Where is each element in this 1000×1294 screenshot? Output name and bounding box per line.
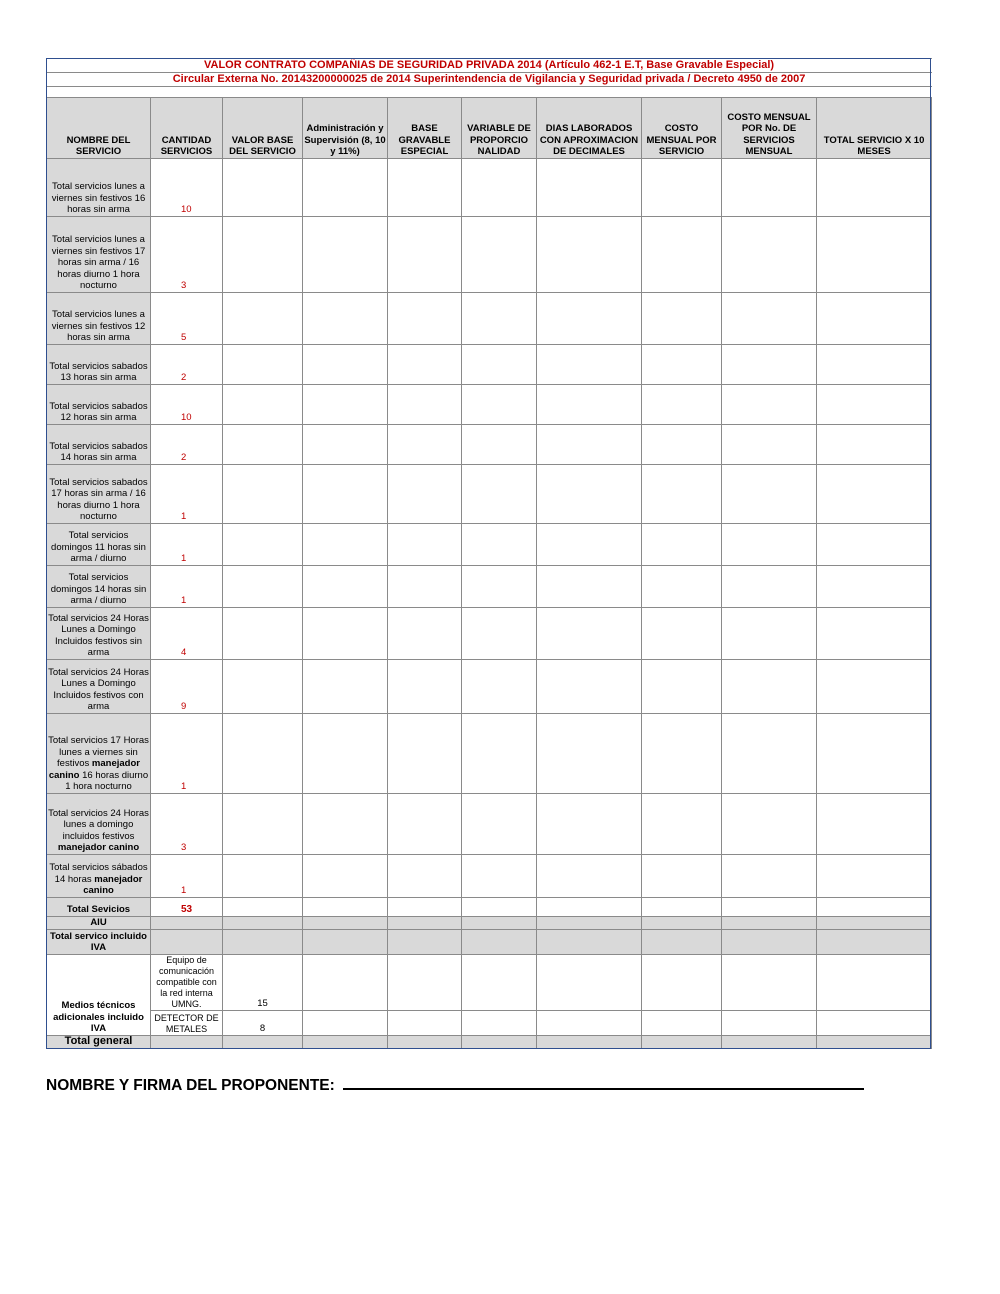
table-row: [47, 714, 932, 794]
empty-cell[interactable]: [303, 524, 388, 566]
empty-cell[interactable]: [462, 794, 537, 855]
empty-cell[interactable]: [817, 1036, 932, 1049]
total-services-qty: 53: [151, 898, 223, 917]
empty-cell[interactable]: [642, 425, 722, 465]
service-name: [47, 714, 151, 794]
header-cell: CANTIDAD SERVICIOS: [151, 98, 223, 159]
empty-cell[interactable]: [537, 855, 642, 898]
empty-cell[interactable]: [537, 1011, 642, 1036]
empty-cell[interactable]: [388, 293, 462, 345]
header-cell: BASE GRAVABLE ESPECIAL: [388, 98, 462, 159]
empty-cell[interactable]: [388, 794, 462, 855]
empty-cell[interactable]: [223, 217, 303, 293]
empty-cell[interactable]: [388, 425, 462, 465]
empty-cell[interactable]: [642, 524, 722, 566]
service-quantity: 5: [151, 293, 223, 345]
empty-cell[interactable]: [817, 159, 932, 217]
empty-cell[interactable]: [642, 660, 722, 714]
service-name: [47, 660, 151, 714]
service-name-text: Total servicios lunes a viernes sin festivos 17 horas sin arma / 16 horas diurno 1 hora nocturno: [51, 234, 146, 292]
table-row: [47, 524, 932, 566]
empty-cell[interactable]: [642, 465, 722, 524]
empty-cell[interactable]: [642, 1036, 722, 1049]
empty-cell[interactable]: [223, 1036, 303, 1049]
signature-line[interactable]: [343, 1074, 864, 1090]
empty-cell[interactable]: [817, 345, 932, 385]
table-row: [47, 566, 932, 608]
empty-cell[interactable]: [722, 660, 817, 714]
aiu-label: AIU: [47, 917, 151, 930]
empty-cell[interactable]: [722, 930, 817, 955]
table-row: [47, 855, 932, 898]
empty-cell[interactable]: [388, 524, 462, 566]
service-quantity: 1: [151, 714, 223, 794]
contract-value-table: [46, 58, 932, 1049]
empty-cell[interactable]: [303, 465, 388, 524]
empty-cell[interactable]: [722, 1036, 817, 1049]
empty-cell[interactable]: [223, 855, 303, 898]
service-name-text: Total servicios domingos 11 horas sin arma / diurno: [51, 530, 146, 565]
medios-label: Medios técnicos adicionales incluido IVA: [47, 955, 151, 1036]
empty-cell[interactable]: [537, 955, 642, 1011]
empty-cell[interactable]: [537, 524, 642, 566]
table-row: [47, 345, 932, 385]
table-row: [47, 293, 932, 345]
service-name-text: Total servicios lunes a viernes sin festivos 12 horas sin arma: [51, 309, 146, 344]
empty-cell[interactable]: [223, 524, 303, 566]
table-row: [47, 660, 932, 714]
signature-block: [46, 1074, 864, 1095]
header-cell: VALOR BASE DEL SERVICIO: [223, 98, 303, 159]
header-cell: NOMBRE DEL SERVICIO: [47, 98, 151, 159]
empty-cell[interactable]: [537, 293, 642, 345]
empty-cell[interactable]: [817, 217, 932, 293]
header-row: [47, 98, 932, 159]
empty-cell[interactable]: [388, 714, 462, 794]
empty-cell[interactable]: [817, 566, 932, 608]
empty-cell[interactable]: [642, 1011, 722, 1036]
empty-cell[interactable]: [642, 855, 722, 898]
empty-cell[interactable]: [642, 955, 722, 1011]
service-name-text: Total servicios sábados 14 horas: [49, 862, 148, 885]
iva-row: [47, 930, 932, 955]
empty-cell[interactable]: [303, 1011, 388, 1036]
empty-cell[interactable]: [537, 345, 642, 385]
empty-cell[interactable]: [817, 385, 932, 425]
empty-cell[interactable]: [537, 159, 642, 217]
empty-cell[interactable]: [303, 608, 388, 660]
empty-cell[interactable]: [223, 794, 303, 855]
empty-cell[interactable]: [303, 385, 388, 425]
empty-cell[interactable]: [303, 855, 388, 898]
medios-value: 8: [223, 1011, 303, 1036]
service-quantity: 1: [151, 524, 223, 566]
empty-cell[interactable]: [462, 917, 537, 930]
service-name-text: Total servicios sabados 12 horas sin arma: [49, 400, 148, 424]
empty-cell[interactable]: [388, 855, 462, 898]
service-name-text: Total servicios sabados 14 horas sin arma: [49, 440, 148, 464]
service-quantity: 10: [151, 385, 223, 425]
empty-cell[interactable]: [388, 917, 462, 930]
aiu-row: [47, 917, 932, 930]
empty-cell[interactable]: [537, 608, 642, 660]
table-row: [47, 465, 932, 524]
empty-cell[interactable]: [817, 898, 932, 917]
spacer-row: [47, 87, 932, 98]
empty-cell[interactable]: [388, 159, 462, 217]
empty-cell[interactable]: [817, 714, 932, 794]
header-cell: DIAS LABORADOS CON APROXIMACION DE DECIMALES: [537, 98, 642, 159]
empty-cell[interactable]: [303, 566, 388, 608]
empty-cell[interactable]: [642, 714, 722, 794]
empty-cell[interactable]: [642, 794, 722, 855]
total-services-label: Total Sevicios: [47, 898, 151, 917]
service-name: [47, 293, 151, 345]
empty-cell[interactable]: [817, 1011, 932, 1036]
service-name-text: Total servicios 24 Horas Lunes a Domingo Incluidos festivos sin arma: [48, 612, 149, 659]
medios-value: 15: [223, 955, 303, 1011]
service-quantity: 4: [151, 608, 223, 660]
empty-cell[interactable]: [303, 1036, 388, 1049]
empty-cell[interactable]: [722, 917, 817, 930]
medios-item: DETECTOR DE METALES: [151, 1011, 223, 1036]
service-name-text: Total servicios 24 Horas Lunes a Domingo Incluidos festivos con arma: [48, 666, 149, 713]
empty-cell[interactable]: [303, 425, 388, 465]
empty-cell[interactable]: [462, 1036, 537, 1049]
title-row: [47, 59, 932, 73]
empty-cell[interactable]: [722, 1011, 817, 1036]
empty-cell[interactable]: [537, 425, 642, 465]
empty-cell[interactable]: [642, 930, 722, 955]
empty-cell[interactable]: [462, 465, 537, 524]
empty-cell[interactable]: [462, 1011, 537, 1036]
header-cell: Administración y Supervisión (8, 10 y 11%): [303, 98, 388, 159]
empty-cell[interactable]: [642, 159, 722, 217]
empty-cell[interactable]: [303, 794, 388, 855]
service-name-text: Total servicios domingos 14 horas sin arma / diurno: [50, 572, 147, 607]
empty-cell[interactable]: [817, 917, 932, 930]
empty-cell[interactable]: [722, 524, 817, 566]
empty-cell[interactable]: [722, 385, 817, 425]
empty-cell[interactable]: [722, 714, 817, 794]
header-cell: VARIABLE DE PROPORCIO NALIDAD: [462, 98, 537, 159]
service-name-emphasis: manejador canino: [48, 758, 140, 781]
empty-cell[interactable]: [223, 159, 303, 217]
header-cell: COSTO MENSUAL POR No. DE SERVICIOS MENSUAL: [722, 98, 817, 159]
empty-cell[interactable]: [817, 465, 932, 524]
empty-cell[interactable]: [537, 385, 642, 425]
empty-cell[interactable]: [223, 425, 303, 465]
service-quantity: 3: [151, 794, 223, 855]
empty-cell[interactable]: [642, 898, 722, 917]
medios-item: Equipo de comunicación compatible con la red interna UMNG.: [151, 955, 223, 1011]
empty-cell[interactable]: [303, 930, 388, 955]
header-cell: TOTAL SERVICIO X 10 MESES: [817, 98, 932, 159]
service-name: [47, 794, 151, 855]
empty-cell[interactable]: [388, 345, 462, 385]
empty-cell[interactable]: [722, 855, 817, 898]
empty-cell[interactable]: [722, 345, 817, 385]
empty-cell[interactable]: [462, 898, 537, 917]
empty-cell[interactable]: [642, 566, 722, 608]
empty-cell[interactable]: [388, 385, 462, 425]
empty-cell[interactable]: [722, 217, 817, 293]
table-row: [47, 425, 932, 465]
medios-row: [47, 1011, 932, 1036]
service-name: [47, 425, 151, 465]
empty-cell[interactable]: [722, 159, 817, 217]
empty-cell[interactable]: [303, 293, 388, 345]
empty-cell[interactable]: [303, 714, 388, 794]
empty-cell[interactable]: [223, 345, 303, 385]
empty-cell[interactable]: [388, 955, 462, 1011]
empty-cell[interactable]: [303, 660, 388, 714]
empty-cell[interactable]: [388, 465, 462, 524]
empty-cell[interactable]: [223, 660, 303, 714]
empty-cell[interactable]: [303, 917, 388, 930]
empty-cell[interactable]: [537, 898, 642, 917]
service-quantity: 3: [151, 217, 223, 293]
empty-cell[interactable]: [303, 159, 388, 217]
empty-cell[interactable]: [303, 955, 388, 1011]
service-name: [47, 217, 151, 293]
empty-cell[interactable]: [642, 217, 722, 293]
signature-label: NOMBRE Y FIRMA DEL PROPONENTE:: [46, 1077, 335, 1094]
table-title: VALOR CONTRATO COMPAÑIAS DE SEGURIDAD PRIVADA 2014 (Artículo 462-1 E.T, Base Gravable Especial): [47, 59, 932, 73]
empty-cell[interactable]: [388, 1011, 462, 1036]
empty-cell[interactable]: [817, 524, 932, 566]
table-subtitle: Circular Externa No. 20143200000025 de 2014 Superintendencia de Vigilancia y Seguridad privada / Decreto 4950 de 2007: [47, 73, 932, 87]
service-name: [47, 465, 151, 524]
table-row: [47, 385, 932, 425]
empty-cell[interactable]: [388, 566, 462, 608]
empty-cell[interactable]: [303, 217, 388, 293]
total-services-row: [47, 898, 932, 917]
service-name: [47, 524, 151, 566]
empty-cell[interactable]: [642, 345, 722, 385]
empty-cell[interactable]: [537, 465, 642, 524]
general-total-row: [47, 1036, 932, 1049]
service-quantity: 1: [151, 855, 223, 898]
empty-cell[interactable]: [817, 660, 932, 714]
service-quantity: 2: [151, 425, 223, 465]
empty-cell[interactable]: [817, 425, 932, 465]
empty-cell[interactable]: [223, 293, 303, 345]
service-name-text: Total servicios sabados 17 horas sin arma / 16 horas diurno 1 hora nocturno: [49, 476, 148, 523]
iva-label: Total servico incluido IVA: [47, 930, 151, 955]
empty-cell[interactable]: [537, 714, 642, 794]
service-name-detail: 16 horas diurno 1 hora nocturno: [65, 769, 149, 793]
empty-cell[interactable]: [388, 660, 462, 714]
empty-cell[interactable]: [537, 930, 642, 955]
service-name-text: Total servicios 17 Horas lunes a viernes sin festivos: [48, 735, 149, 770]
empty-cell[interactable]: [388, 898, 462, 917]
empty-cell[interactable]: [223, 714, 303, 794]
empty-cell[interactable]: [722, 794, 817, 855]
empty-cell[interactable]: [537, 917, 642, 930]
empty-cell[interactable]: [722, 425, 817, 465]
empty-cell[interactable]: [303, 898, 388, 917]
empty-cell[interactable]: [817, 608, 932, 660]
empty-cell[interactable]: [462, 425, 537, 465]
empty-cell[interactable]: [462, 385, 537, 425]
empty-cell[interactable]: [722, 566, 817, 608]
empty-cell[interactable]: [223, 385, 303, 425]
empty-cell[interactable]: [388, 608, 462, 660]
table-row: [47, 217, 932, 293]
service-name: [47, 385, 151, 425]
empty-cell[interactable]: [462, 608, 537, 660]
service-name: [47, 159, 151, 217]
empty-cell[interactable]: [817, 930, 932, 955]
empty-cell[interactable]: [817, 293, 932, 345]
empty-cell[interactable]: [537, 660, 642, 714]
service-quantity: 1: [151, 465, 223, 524]
empty-cell[interactable]: [462, 566, 537, 608]
empty-cell[interactable]: [223, 566, 303, 608]
empty-cell[interactable]: [462, 217, 537, 293]
service-quantity: 9: [151, 660, 223, 714]
empty-cell[interactable]: [151, 1036, 223, 1049]
empty-cell[interactable]: [817, 955, 932, 1011]
service-name-emphasis: manejador canino: [83, 873, 143, 897]
empty-cell[interactable]: [462, 955, 537, 1011]
service-name: [47, 608, 151, 660]
empty-cell[interactable]: [817, 855, 932, 898]
empty-cell[interactable]: [462, 524, 537, 566]
spacer-cell: [47, 87, 932, 98]
empty-cell[interactable]: [642, 293, 722, 345]
empty-cell[interactable]: [388, 217, 462, 293]
service-quantity: 1: [151, 566, 223, 608]
service-name-text: Total servicios sabados 13 horas sin arma: [49, 360, 148, 384]
empty-cell[interactable]: [223, 917, 303, 930]
empty-cell[interactable]: [223, 465, 303, 524]
empty-cell[interactable]: [722, 898, 817, 917]
table-row: [47, 794, 932, 855]
subtitle-row: [47, 73, 932, 87]
empty-cell[interactable]: [223, 608, 303, 660]
empty-cell[interactable]: [462, 714, 537, 794]
empty-cell[interactable]: [151, 930, 223, 955]
empty-cell[interactable]: [462, 159, 537, 217]
empty-cell[interactable]: [462, 293, 537, 345]
empty-cell[interactable]: [537, 1036, 642, 1049]
empty-cell[interactable]: [462, 345, 537, 385]
table-row: [47, 608, 932, 660]
table-row: [47, 159, 932, 217]
service-name-emphasis: manejador canino: [57, 842, 140, 854]
empty-cell[interactable]: [537, 794, 642, 855]
empty-cell[interactable]: [537, 217, 642, 293]
service-quantity: 2: [151, 345, 223, 385]
service-name: [47, 345, 151, 385]
service-name-text: Total servicios 24 Horas lunes a domingo incluidos festivos: [48, 807, 149, 842]
empty-cell[interactable]: [303, 345, 388, 385]
empty-cell[interactable]: [223, 930, 303, 955]
empty-cell[interactable]: [462, 855, 537, 898]
header-cell: COSTO MENSUAL POR SERVICIO: [642, 98, 722, 159]
service-quantity: 10: [151, 159, 223, 217]
service-name: [47, 855, 151, 898]
empty-cell[interactable]: [642, 608, 722, 660]
empty-cell[interactable]: [722, 955, 817, 1011]
medios-row: [47, 955, 932, 1011]
empty-cell[interactable]: [722, 465, 817, 524]
empty-cell[interactable]: [388, 930, 462, 955]
empty-cell[interactable]: [462, 660, 537, 714]
empty-cell[interactable]: [388, 1036, 462, 1049]
empty-cell[interactable]: [537, 566, 642, 608]
service-name: [47, 566, 151, 608]
empty-cell[interactable]: [462, 930, 537, 955]
empty-cell[interactable]: [223, 898, 303, 917]
general-total-label: Total general: [47, 1036, 151, 1049]
empty-cell[interactable]: [722, 608, 817, 660]
empty-cell[interactable]: [817, 794, 932, 855]
empty-cell[interactable]: [722, 293, 817, 345]
empty-cell[interactable]: [642, 917, 722, 930]
service-name-text: Total servicios lunes a viernes sin festivos 16 horas sin arma: [51, 181, 146, 216]
empty-cell[interactable]: [151, 917, 223, 930]
empty-cell[interactable]: [642, 385, 722, 425]
